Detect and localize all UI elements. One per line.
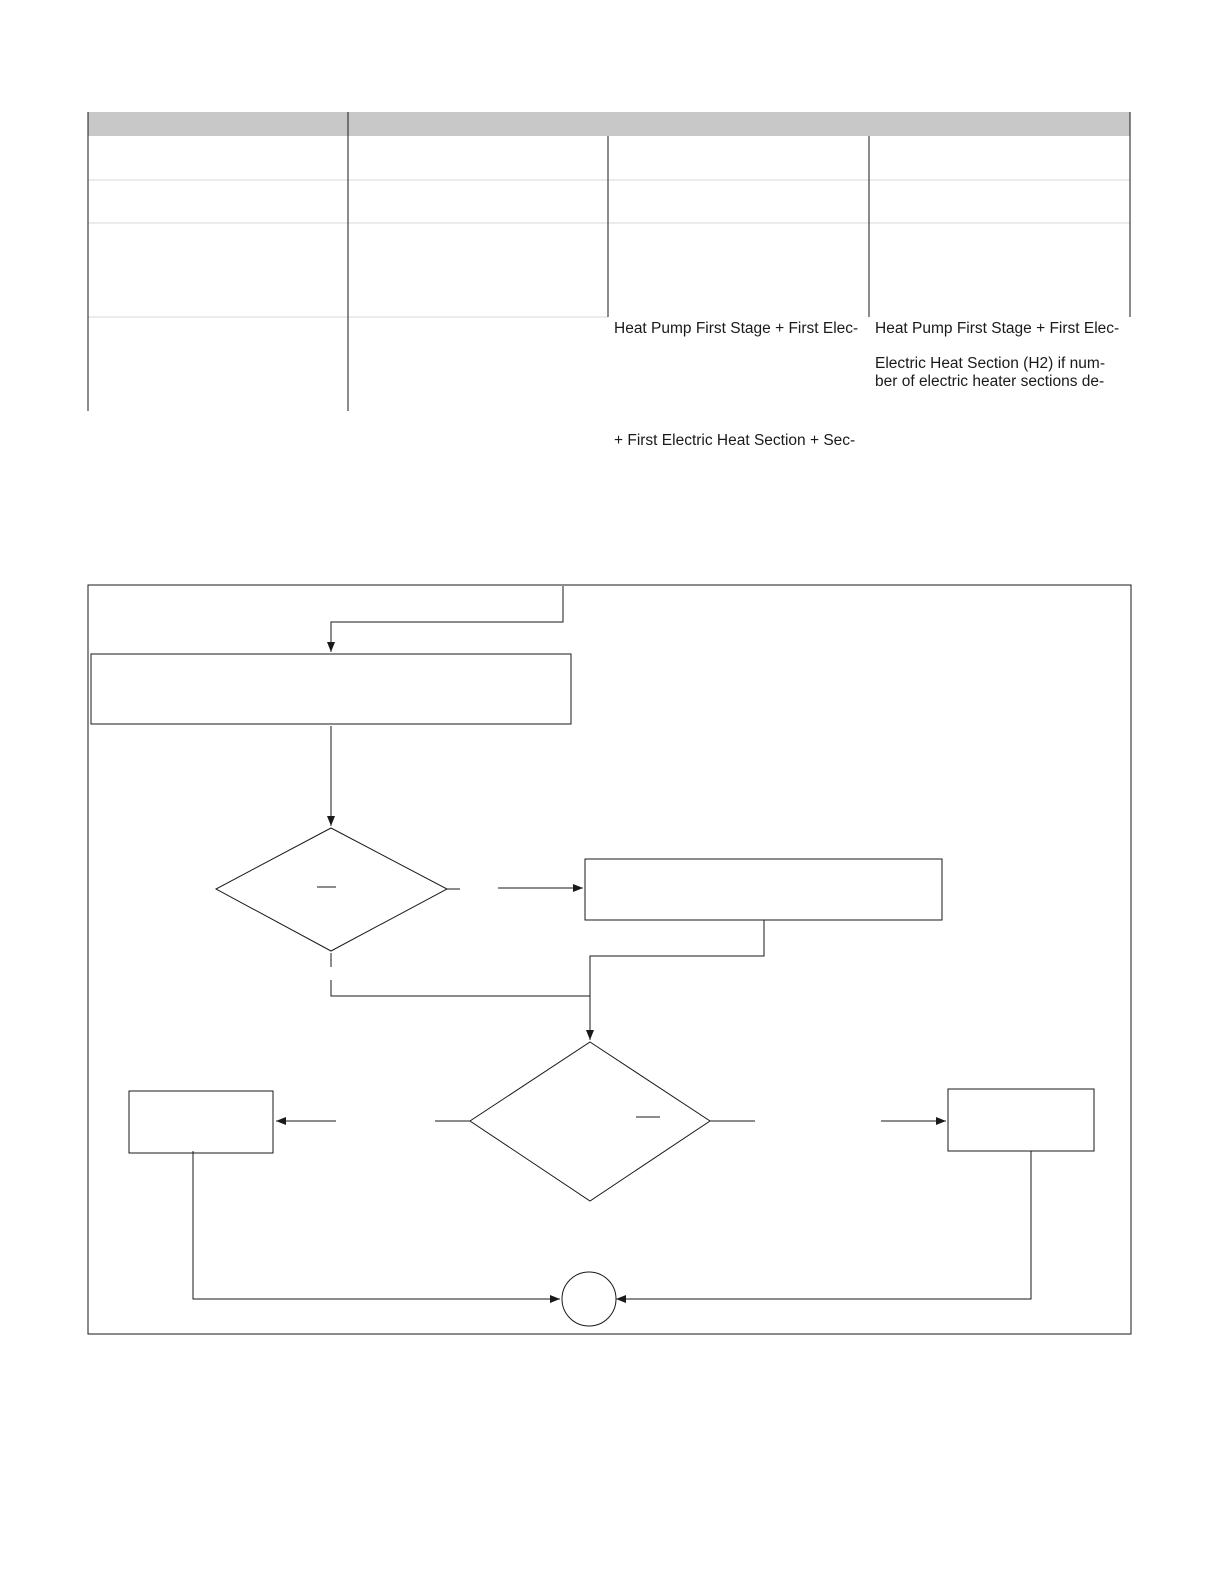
flow-arrow-entry	[331, 586, 563, 652]
process-box-right	[585, 859, 942, 920]
flow-connector-bottom-merge	[331, 980, 590, 996]
flowchart	[88, 585, 1131, 1334]
table-cell-r4c4-line3: ber of electric heater sections de-	[875, 373, 1105, 390]
end-terminator-circle	[562, 1272, 616, 1326]
flow-arrow-left-to-end	[193, 1151, 560, 1299]
decision-diamond-2	[470, 1042, 710, 1201]
process-box-top	[91, 654, 571, 724]
result-box-left	[129, 1091, 273, 1153]
table-header-row	[88, 112, 1130, 136]
table-cell-r4c3-line1: Heat Pump First Stage + First Elec-	[614, 320, 859, 337]
table-cell-r4c4-line1: Heat Pump First Stage + First Elec-	[875, 320, 1120, 337]
table-cell-r4c3-line2: + First Electric Heat Section + Sec-	[614, 432, 856, 449]
table-cell-r4c4-line2: Electric Heat Section (H2) if num-	[875, 355, 1105, 372]
flow-arrow-right-to-end	[616, 1151, 1031, 1299]
flowchart-frame	[88, 585, 1131, 1334]
result-box-right	[948, 1089, 1094, 1151]
decision-diamond-1	[216, 828, 447, 951]
flow-connector-right-return	[590, 920, 764, 1040]
